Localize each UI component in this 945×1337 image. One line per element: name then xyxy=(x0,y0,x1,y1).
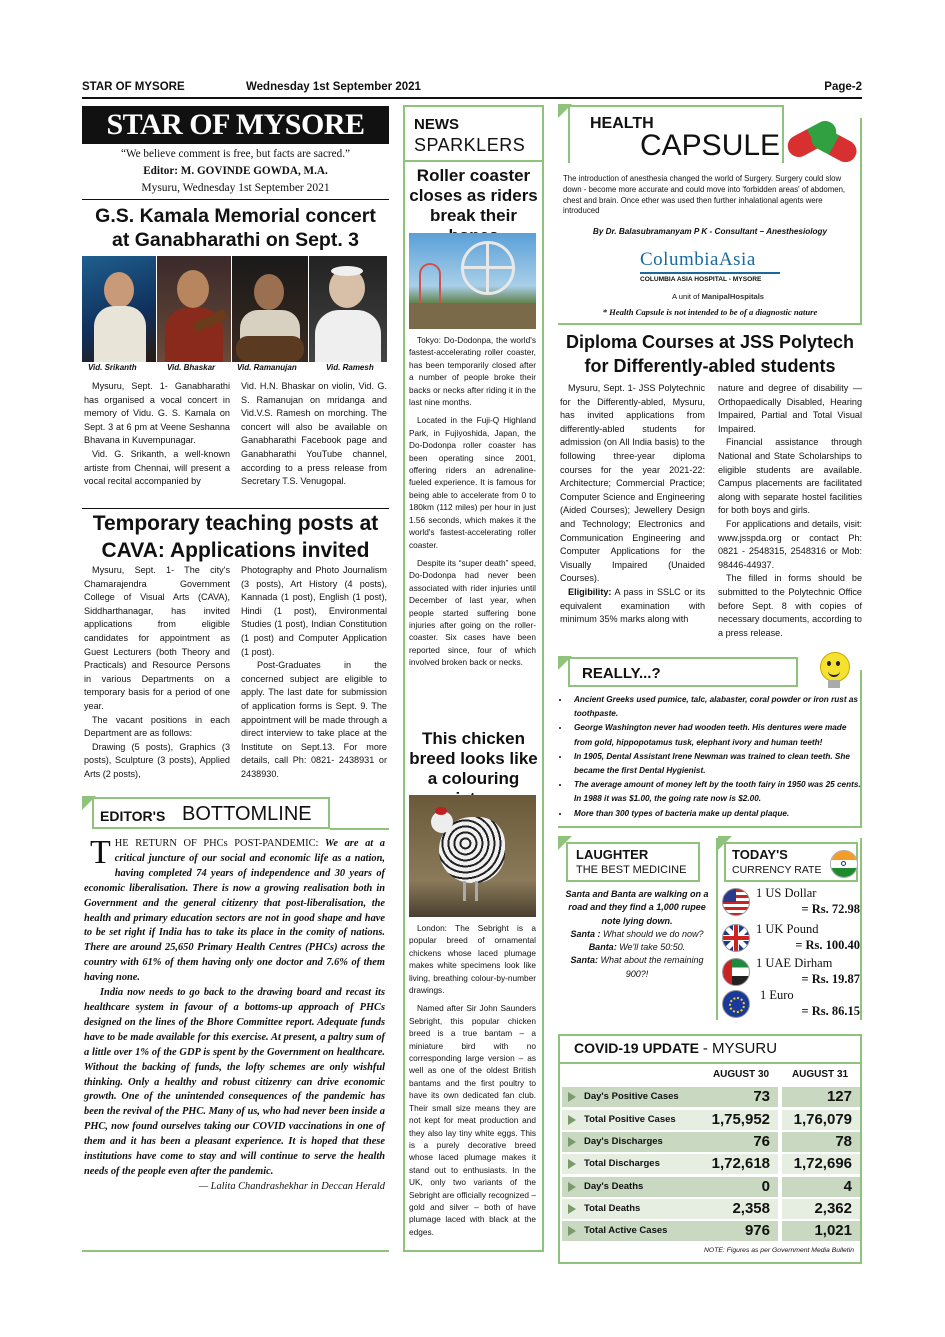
covid-value-aug30: 73 xyxy=(704,1087,778,1107)
laughter-text-1: What should we do now? xyxy=(602,928,704,939)
concert-p3: Vid. H.N. Bhaskar on violin, Vid. G. S. Ramanujan on mridanga and Vid.V.S. Ramesh on morching. The concert will also be available on Ganabharathi Facebook page and Ganabharathi YouTube channel, according to a press release from Secretary T.S. Venugopal. xyxy=(241,381,387,487)
photo-ramesh xyxy=(309,256,387,362)
photo-sebright-chicken xyxy=(409,795,536,917)
concert-p2: Vid. G. Srikanth, a well-known artiste from Chennai, will present a vocal recital accompanied by xyxy=(84,448,230,487)
diploma-column-2 xyxy=(718,382,862,640)
covid-row-label xyxy=(562,1199,704,1219)
currency-row-aed xyxy=(722,954,862,988)
covid-col-aug31: AUGUST 31 xyxy=(791,1069,849,1080)
masthead-editor: Editor: M. GOVINDE GOWDA, M.A. xyxy=(143,165,328,177)
covid-title-thin: - MYSURU xyxy=(702,1040,778,1057)
covid-note: NOTE: Figures as per Government Media Bulletin xyxy=(704,1247,854,1254)
covid-row-label xyxy=(562,1087,704,1107)
sparklers-headline-1: Roller coaster closes as riders break their xyxy=(409,166,538,225)
covid-label-text: Total Active Cases xyxy=(584,1225,668,1236)
laughter-text-3: What about the remaining 900?! xyxy=(600,955,704,979)
diploma-p4: For applications and details, visit: www.jsspda.org or contact Ph: 0821 - 2548315, 2548316 or Mob: 98446-44937. xyxy=(718,518,862,570)
sparklers-s2-p1: London: The Sebright is a popular breed of ornamental chickens whose laced plumage makes white specimens look like living, breathing colour-by-number drawings. xyxy=(409,923,536,996)
covid-title-rule xyxy=(558,1062,862,1064)
arrow-icon xyxy=(568,1159,576,1169)
cava-p3: Drawing (5 posts), Graphics (3 posts), Sculpture (3 posts), Applied Arts (2 posts), xyxy=(84,741,230,779)
covid-col-aug30: AUGUST 30 xyxy=(712,1069,770,1080)
caption-ramanujan: Vid. Ramanujan xyxy=(237,363,297,372)
covid-row xyxy=(562,1087,860,1107)
laughter-speaker-2: Banta: xyxy=(588,942,617,953)
capsule-pill-icon xyxy=(782,120,862,164)
bottomline-green-rule xyxy=(330,828,389,830)
laughter-speaker-1: Santa : xyxy=(570,928,601,939)
covid-row xyxy=(562,1132,860,1152)
manipal-brand: ManipalHospitals xyxy=(701,292,765,301)
concert-rule xyxy=(82,508,389,509)
health-label-bold: HEALTH xyxy=(590,115,654,132)
covid-row-label xyxy=(562,1221,704,1241)
covid-value-aug31: 78 xyxy=(782,1132,860,1152)
india-flag-icon xyxy=(830,850,858,878)
diploma-eligibility-label: Eligibility: xyxy=(568,586,612,597)
diploma-eligibility-text: A pass in SSLC or its equivalent examination with minimum 35% marks along with xyxy=(560,586,705,625)
arrow-icon xyxy=(568,1226,576,1236)
really-tab xyxy=(568,657,798,687)
concert-headline: G.S. Kamala Memorial concert at Ganabharathi on Sept. 3 xyxy=(95,205,376,251)
covid-row xyxy=(562,1177,860,1197)
diploma-p1: Mysuru, Sept. 1- JSS Polytechnic for the Differently-abled, Mysuru, has invited applications from differently-abled students for admission (on All India basis) to the following three-year diploma courses for the year 2021-22: Architecture; Commercial Practice; Computer Science and Engineering (Aided Courses); Jewellery Design and Technology; Electronics and Communication Engineering and Computer Applications for the Visually Impaired (Unaided Courses). xyxy=(560,383,705,584)
diploma-p3: Financial assistance through National and State Scholarships to eligible students are available. Campus placements are facilitated along with separate hostel facilities for both boys and girls. xyxy=(718,437,862,516)
photo-srikanth xyxy=(82,256,156,362)
masthead-dateline: Mysuru, Wednesday 1st September 2021 xyxy=(141,182,330,194)
sparklers-s1-p1: Tokyo: Do-Dodonpa, the world's fastest-accelerating roller coaster, has been temporarily closed after a number of people broke their backs or necks after riding it in the last nine months. xyxy=(409,335,536,408)
arrow-icon xyxy=(568,1115,576,1125)
uae-flag-icon xyxy=(722,958,750,986)
diploma-p2: nature and degree of disability — Orthopaedically Disabled, Hearing Impaired, Partial and Total Visual Impaired. xyxy=(718,383,862,434)
currency-rate-aed: = Rs. 19.87 xyxy=(801,972,860,986)
really-fact: • In 1905, Dental Assistant Irene Newman was trained to clean teeth. She became the first Dental Hygienist. xyxy=(570,750,866,778)
photo-ramanujan xyxy=(232,256,308,362)
currency-row-eur xyxy=(722,986,862,1020)
sparklers-s1-p2: Located in the Fuji-Q Highland Park, in Fujiyoshida, Japan, the Do-Dodonpa roller coaster has been operating since 2001, offering riders an adrenaline-fueled experience. It is famous for being able to accelerate from 0 to 180km (112 miles) per hour in just 1.56 seconds, which makes it the world's fastest-accelerating roller coaster. xyxy=(409,415,536,550)
covid-row xyxy=(562,1221,860,1241)
header-rule xyxy=(82,97,862,99)
sparklers-story-1 xyxy=(409,334,536,669)
bottomline-dropcap: T xyxy=(90,834,111,871)
covid-value-aug31: 1,72,696 xyxy=(782,1154,860,1174)
laughter-tab xyxy=(566,842,700,882)
covid-label-text: Total Positive Cases xyxy=(584,1114,676,1125)
currency-unit-usd: 1 US Dollar xyxy=(756,886,817,900)
covid-row-label xyxy=(562,1110,704,1130)
laughter-sub: THE BEST MEDICINE xyxy=(576,864,687,876)
covid-value-aug30: 1,75,952 xyxy=(704,1110,778,1130)
covid-value-aug30: 976 xyxy=(704,1221,778,1241)
bottomline-text xyxy=(84,834,385,1195)
laughter-joke xyxy=(562,888,712,981)
currency-unit-eur: 1 Euro xyxy=(760,988,794,1002)
columbia-asia-logo: ColumbiaAsia xyxy=(640,249,756,270)
cava-p2: The vacant positions in each Department are as follows: xyxy=(84,714,230,739)
lightbulb-icon xyxy=(816,650,852,694)
bottomline-lead: HE RETURN OF PHCs POST-PANDEMIC: xyxy=(114,838,319,849)
caption-bhaskar: Vid. Bhaskar xyxy=(167,363,216,372)
covid-row-label xyxy=(562,1154,704,1174)
health-text: The introduction of anesthesia changed the world of Surgery. Surgery could slow down - become more accurate and could move into 'forbidden areas' of abdomen, chest and brain. Once ether was used then further inhalational agents were introduced xyxy=(563,174,846,216)
covid-value-aug30: 2,358 xyxy=(704,1199,778,1219)
arrow-icon xyxy=(568,1182,576,1192)
concert-column-1 xyxy=(84,380,230,489)
covid-row xyxy=(562,1110,860,1130)
bottomline-body-1: We are at a critical juncture of our social and economic life as a nation, having completed 74 years of independence and 30 years of economic liberalisation. There is now a growing realisation both in Government and the general citizenry that post-liberalisation, the health and primary education sectors are not in good shape and have to be set right if India has to take its place in the comity of nations. There are around 25,650 Primary Health Centres (PHCs) across the country with 61% of them having only one doctor and 7.6% of them having none. xyxy=(84,838,385,984)
covid-value-aug31: 2,362 xyxy=(782,1199,860,1219)
sparklers-story-2 xyxy=(409,922,536,1238)
manipal-unit-prefix: A unit of xyxy=(672,292,700,301)
currency-title: TODAY'S xyxy=(732,847,788,862)
cava-p4: Photography and Photo Journalism (3 posts), Art History (4 posts), Kannada (1 post), English (1 post), Hindi (1 post), Environmental Studies (1 post), Indian Constitution (1 post) and Computer Application (1 post). xyxy=(241,565,387,657)
laughter-line-3 xyxy=(562,954,712,981)
arrow-icon xyxy=(568,1092,576,1102)
currency-rate-eur: = Rs. 86.15 xyxy=(801,1004,860,1018)
masthead-motto: “We believe comment is free, but facts are sacred.” xyxy=(121,148,350,160)
cava-column-2 xyxy=(241,564,387,782)
concert-p1: Mysuru, Sept. 1- Ganabharathi has organised a vocal concert in memory of Vidu. G. S. Kamala on Sept. 3 at 6 pm at Veene Seshanna Bhavana in Kuvempunagar. xyxy=(84,381,230,446)
health-author: By Dr. Balasubramanyam P K - Consultant – Anesthesiology xyxy=(592,227,828,236)
sparklers-title-rule xyxy=(403,160,544,162)
header-page-number: Page-2 xyxy=(824,81,862,93)
covid-row xyxy=(562,1199,860,1219)
diploma-headline: Diploma Courses at JSS Polytech for Differently-abled students xyxy=(565,332,855,376)
photo-bhaskar xyxy=(157,256,231,362)
currency-tab xyxy=(724,842,858,882)
laughter-intro: Santa and Banta are walking on a road and they find a 1,000 rupee note lying down. xyxy=(565,889,709,926)
diploma-eligibility xyxy=(560,586,705,627)
bottomline-label-bold: EDITOR'S xyxy=(100,808,166,824)
covid-label-text: Day's Positive Cases xyxy=(584,1091,679,1102)
laughter-line-1 xyxy=(562,928,712,941)
columbia-asia-underline xyxy=(640,272,780,274)
diploma-column-1 xyxy=(560,382,705,627)
cava-p5: Post-Graduates in the concerned subject are eligible to apply. The last date for submission of application forms is Sept. 9. The appointment will be made through a direct interview to take place at the Institute on Sept.13. For more details, call Ph: 0821- 2438931 or 2438930. xyxy=(241,660,387,779)
covid-value-aug31: 4 xyxy=(782,1177,860,1197)
laughter-title: LAUGHTER xyxy=(576,847,649,862)
manipal-unit xyxy=(672,292,764,301)
caption-srikanth: Vid. Srikanth xyxy=(88,363,137,372)
really-fact: • The average amount of money left by the tooth fairy in 1950 was 25 cents. In 1988 it was $1.00, the going rate now is $2.00. xyxy=(570,778,866,806)
masthead-rule xyxy=(82,199,389,200)
bottomline-label-thin: BOTTOMLINE xyxy=(182,803,312,825)
covid-row-label xyxy=(562,1177,704,1197)
covid-label-text: Day's Discharges xyxy=(584,1136,663,1147)
really-fact: • George Washington never had wooden teeth. His dentures were made from gold, hippopotamus tusk, elephant ivory and human teeth! xyxy=(570,721,866,749)
cava-column-1 xyxy=(84,564,230,782)
covid-value-aug31: 1,021 xyxy=(782,1221,860,1241)
covid-value-aug31: 1,76,079 xyxy=(782,1110,860,1130)
sparklers-headline-2: This chicken breed looks like a colouring xyxy=(409,729,538,788)
currency-rate-gbp: = Rs. 100.40 xyxy=(795,938,860,952)
health-label-thin: CAPSULE xyxy=(640,129,781,162)
masthead-banner xyxy=(82,106,389,144)
eu-flag-icon xyxy=(722,990,750,1018)
bottomline-tab xyxy=(92,797,330,829)
photo-roller-coaster xyxy=(409,233,536,329)
currency-unit-aed: 1 UAE Dirham xyxy=(756,956,833,970)
covid-label-text: Day's Deaths xyxy=(584,1181,644,1192)
uk-flag-icon xyxy=(722,924,750,952)
covid-title xyxy=(574,1040,777,1057)
covid-value-aug30: 0 xyxy=(704,1177,778,1197)
sparklers-label-thin: SPARKLERS xyxy=(414,135,526,155)
currency-row-gbp xyxy=(722,920,862,954)
really-facts xyxy=(560,693,866,821)
sparklers-s2-p2: Named after Sir John Saunders Sebright, this popular chicken breed is a true bantam – a miniature bird with no corresponding large version – as well as one of the oldest British bantams and the first poultry to have its own dedicated fan club. Their small size means they are not kept for meat production and they also lay tiny white eggs. This is a purely decorative breed whose laced plumage makes it stand out to enthusiasts. In the UK, only two variants of the Sebright are officially recognized – gold and silver – both of have plumage laced with black at the edges. xyxy=(409,1003,536,1237)
header-date: Wednesday 1st September 2021 xyxy=(246,81,421,93)
arrow-icon xyxy=(568,1204,576,1214)
really-fact: • More than 300 types of bacteria make up dental plaque. xyxy=(570,807,866,821)
health-tab xyxy=(568,105,784,163)
covid-label-text: Total Deaths xyxy=(584,1203,641,1214)
really-title: REALLY...? xyxy=(582,665,661,682)
bottomline-p2: India now needs to go back to the drawing board and recast its healthcare system in favour of a bottoms-up approach of PHCs designed on the lines of the Bhore Committee report. Adequate funds have to be made available for this exercise. At present, a paltry sum of a little over 1% of the GDP is spent by the Government on healthcare. Without the backing of funds, the lofty schemes are only wishful thinking. Only a healthy and robust citizenry can drive economic growth. One of the unintended consequences of the pandemic has been the revival of the PHC. Many of us, who had never been inside a PHC, now found ourselves taking our COVID vaccinations in one of them and it has been a pleasant experience. It is hoped that these institutions have come to stay and will continue to serve the health needs of the people even after the pandemic. xyxy=(84,987,385,1177)
covid-title-bold: COVID-19 UPDATE xyxy=(574,1040,699,1056)
health-disclaimer: * Health Capsule is not intended to be of a diagnostic nature xyxy=(602,307,818,317)
currency-rate-usd: = Rs. 72.98 xyxy=(801,902,860,916)
laughter-speaker-3: Santa: xyxy=(570,955,598,966)
diploma-p5: The filled in forms should be submitted to the Polytechnic Office before Sept. 8 with copies of necessary documents, according to a press release. xyxy=(718,573,862,638)
covid-label-text: Total Discharges xyxy=(584,1158,660,1169)
covid-value-aug30: 1,72,618 xyxy=(704,1154,778,1174)
caption-ramesh: Vid. Ramesh xyxy=(326,363,374,372)
covid-value-aug30: 76 xyxy=(704,1132,778,1152)
bottomline-p1 xyxy=(84,834,385,986)
page-header xyxy=(82,80,862,98)
cava-p1: Mysuru, Sept. 1- The city's Chamarajendra Government College of Visual Arts (CAVA), Siddharthanagar, has invited applications from eligible candidates for appointment as Guest Lecturers (both Theory and Practicals) and Resource Persons in various Departments on a temporary basis for a period of one year. xyxy=(84,565,230,711)
sparklers-label-bold: NEWS xyxy=(414,116,459,133)
bottomline-byline: — Lalita Chandrashekhar in Deccan Herald xyxy=(198,1180,385,1192)
covid-row xyxy=(562,1154,860,1174)
us-flag-icon xyxy=(722,888,750,916)
currency-unit-gbp: 1 UK Pound xyxy=(756,922,819,936)
arrow-icon xyxy=(568,1137,576,1147)
columbia-asia-sub: COLUMBIA ASIA HOSPITAL - MYSORE xyxy=(640,276,762,283)
currency-sub: CURRENCY RATE xyxy=(732,864,822,876)
currency-row-usd xyxy=(722,884,862,918)
really-fact: • Ancient Greeks used pumice, talc, alabaster, coral powder or iron rust as toothpaste. xyxy=(570,693,866,721)
covid-row-label xyxy=(562,1132,704,1152)
laughter-line-2 xyxy=(562,941,712,954)
cava-headline: Temporary teaching posts at CAVA: Applications invited xyxy=(92,512,379,562)
masthead-title: STAR OF MYSORE xyxy=(106,108,365,141)
covid-value-aug31: 127 xyxy=(782,1087,860,1107)
concert-column-2 xyxy=(241,380,387,489)
sparklers-s1-p3: Despite its “super death” speed, Do-Dodonpa had never been associated with rider injuries until December of last year, when people started suffering bone injuries after going on the roller-coaster. Six cases have been reported since, four of which involved broken back or necks. xyxy=(409,557,536,668)
header-paper-name: STAR OF MYSORE xyxy=(82,81,185,93)
laughter-text-2: We'll take 50:50. xyxy=(619,942,686,953)
